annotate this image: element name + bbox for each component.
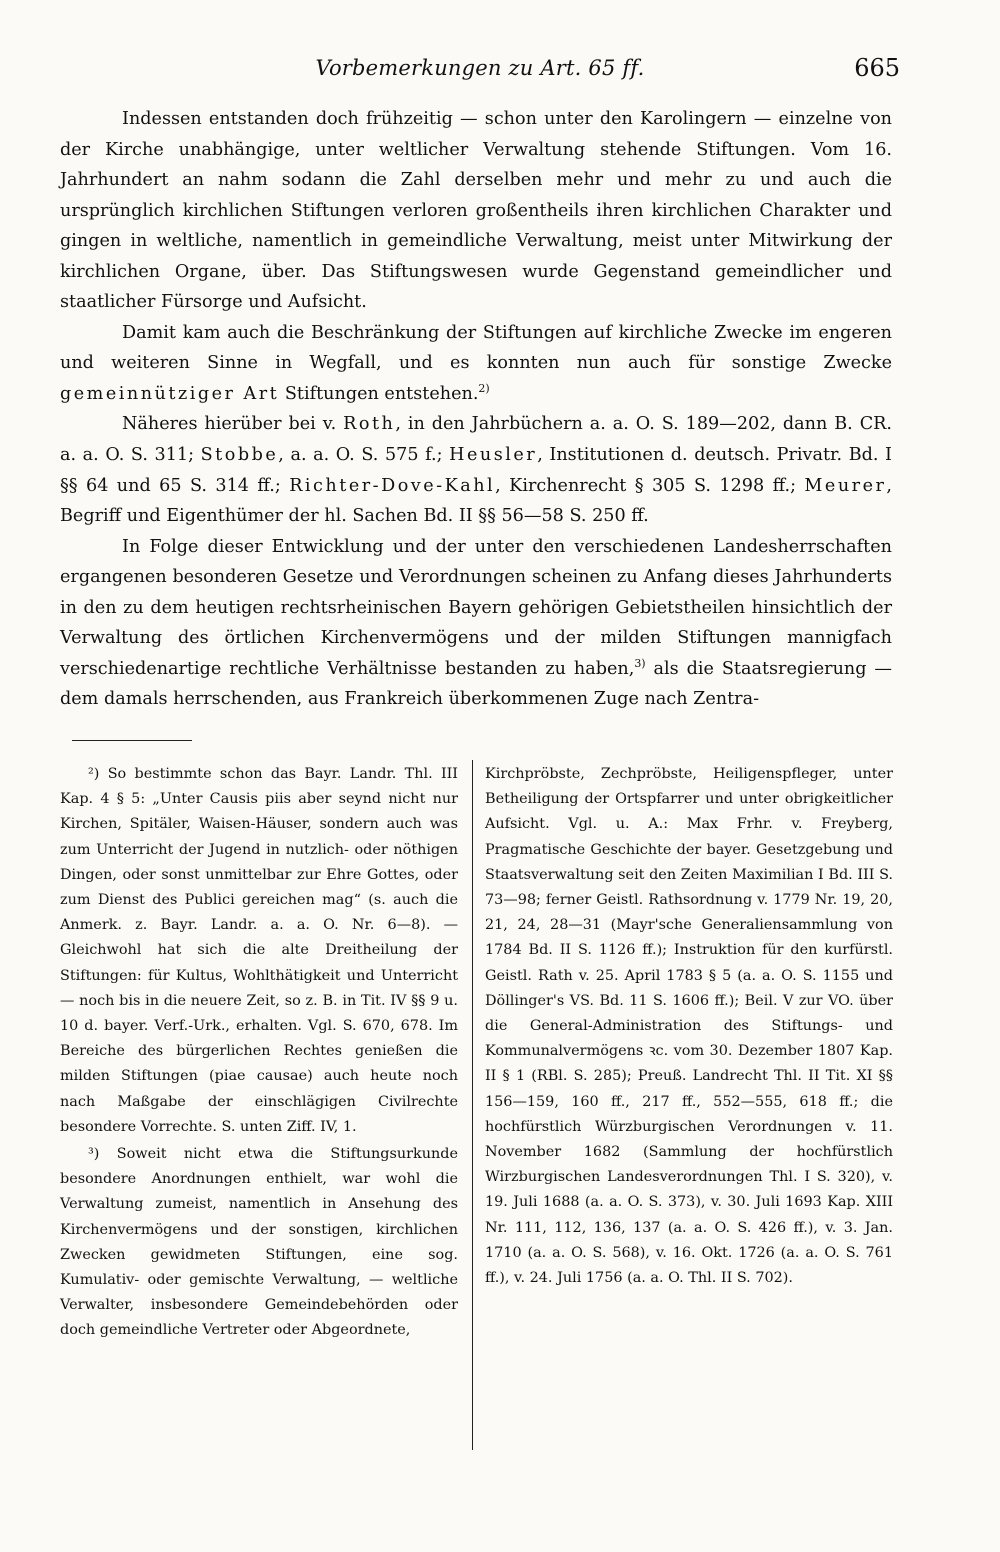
text-run: Damit kam auch die Beschränkung der Stiftungen auf kirchliche Zwecke im engeren und weiteren Sinne in Wegfall, und es konnten nun auch für sonstige Zwecke <box>60 322 892 374</box>
main-text <box>60 104 892 715</box>
author-name: Roth <box>343 414 396 435</box>
author-name: Richter-Dove-Kahl <box>289 475 496 496</box>
running-head <box>60 50 900 90</box>
paragraph: Indessen entstanden doch frühzeitig — schon unter den Karolingern — einzelne von der Kirche unabhängige, unter weltlicher Verwaltung stehende Stiftungen. Vom 16. Jahrhundert an nahm sodann die Zahl derselben mehr und mehr zu und auch die ursprünglich kirchlichen Stiftungen verloren großentheils ihren kirchlichen Charakter und gingen in weltliche, namentlich in gemeindliche Verwaltung, meist unter Mitwirkung der kirchlichen Organe, über. Das Stiftungswesen wurde Gegenstand gemeindlicher und staatlicher Fürsorge und Aufsicht. <box>60 109 892 313</box>
text-run: als die Staatsregierung — dem damals herrschenden, aus Frankreich überkommenen Zuge nach Zentra- <box>60 658 893 710</box>
text-run: In Folge dieser Entwicklung und der unter den verschiedenen Landesherrschaften ergangenen besonderen Gesetze und Verordnungen scheinen zu Anfang dieses Jahrhunderts in den zu dem heutigen rechtsrheinischen Bayern gehörigen Gebietstheilen hinsichtlich der Verwaltung des örtlichen Kirchenvermögens und der milden Stiftungen mannigfach verschiedenartige rechtliche Verhältnisse bestanden zu haben, <box>60 536 892 679</box>
footnotes-left-column <box>60 762 458 1346</box>
text-run: Stiftungen entstehen. <box>284 383 479 404</box>
page-number: 665 <box>854 54 900 82</box>
author-name: Meurer <box>804 475 887 496</box>
paragraph <box>60 318 892 410</box>
text-run: , Institutionen d. deutsch. Privatr. Bd. I §§ 64 und 65 S. 314 ff.; <box>60 445 893 496</box>
running-title: Vorbemerkungen zu Art. 65 ff. <box>315 56 645 80</box>
text-run: , Begriff und Eigenthümer der hl. Sachen Bd. II §§ 56—58 S. 250 ff. <box>60 475 893 527</box>
paragraph <box>60 409 892 531</box>
footnotes-right-column <box>485 762 893 1293</box>
footnote-3-continued: Kirchpröbste, Zechpröbste, Heiligenspfleger, unter Betheiligung der Ortspfarrer und unter obrigkeitlicher Aufsicht. Vgl. u. A.: Max Frhr. v. Freyberg, Pragmatische Geschichte der bayer. Gesetzgebung und Staatsverwaltung seit den Zeiten Maximilian I Bd. III S. 73—98; ferner Geistl. Rathsordnung v. 1779 Nr. 19, 20, 21, 24, 28—31 (Mayr'sche Generaliensammlung von 1784 Bd. II S. 1126 ff.); Instruktion für den kurfürstl. Geistl. Rath v. 25. April 1783 § 5 (a. a. O. S. 1155 und Döllinger's VS. Bd. 11 S. 1606 ff.); Beil. V zur VO. über die General-Administration des Stiftungs- und Kommunalvermögens ꝛc. vom 30. Dezember 1807 Kap. II § 1 (RBl. S. 285); Preuß. Landrecht Thl. II Tit. XI §§ 156—159, 160 ff., 217 ff., 552—555, 618 ff.; die hochfürstlich Würzburgischen Verordnungen v. 11. November 1682 (Sammlung der hochfürstlich Wirzburgischen Landesverordnungen Thl. I S. 320), v. 19. Juli 1688 (a. a. O. S. 373), v. 30. Juli 1693 Kap. XIII Nr. 111, 112, 136, 137 (a. a. O. S. 426 ff.), v. 3. Jan. 1710 (a. a. O. S. 568), v. 16. Okt. 1726 (a. a. O. S. 761 ff.), v. 24. Juli 1756 (a. a. O. Thl. II S. 702). <box>485 766 893 1287</box>
spaced-text: gemeinnütziger Art <box>60 383 280 404</box>
text-run: , a. a. O. S. 575 f.; <box>278 445 443 466</box>
footnote-ref: 3) <box>634 656 646 670</box>
footnote-2: ²) So bestimmte schon das Bayr. Landr. Thl. III Kap. 4 § 5: „Unter Causis piis aber seynd nicht nur Kirchen, Spitäler, Waisen-Häuser, sondern auch was zum Unterricht der Jugend in nutzlich- oder nöthigen Dingen, oder sonst unmittelbar zur Ehre Gottes, oder zum Dienst des Publici gereichen mag“ (s. auch die Anmerk. z. Bayr. Landr. a. a. O. Nr. 6—8). — Gleichwohl hat sich die alte Dreitheilung der Stiftungen: für Kultus, Wohlthätigkeit und Unterricht — noch bis in die neuere Zeit, so z. B. in Tit. IV §§ 9 u. 10 d. bayer. Verf.-Urk., erhalten. Vgl. S. 670, 678. Im Bereiche des bürgerlichen Rechtes genießen die milden Stiftungen (piae causae) auch heute noch nach Maßgabe der einschlägigen Civilrechte besondere Vorrechte. S. unten Ziff. IV, 1. <box>60 766 458 1135</box>
column-divider <box>472 760 473 1450</box>
text-run: , Kirchenrecht § 305 S. 1298 ff.; <box>495 475 796 496</box>
text-run: , in den Jahrbüchern a. a. O. S. 189—202, dann B. CR. a. a. O. S. 311; <box>60 414 892 466</box>
author-name: Heusler <box>449 445 538 466</box>
footnote-ref: 2) <box>478 382 490 396</box>
footnote-3: ³) Soweit nicht etwa die Stiftungsurkunde besondere Anordnungen enthielt, war wohl die Verwaltung zumeist, namentlich in Ansehung des Kirchenvermögens und der sonstigen, kirchlichen Zwecken gewidmeten Stiftungen, eine sog. Kumulativ- oder gemischte Verwaltung, — weltliche Verwalter, insbesondere Gemeindebehörden oder doch gemeindliche Vertreter oder Abgeordnete, <box>60 1146 458 1339</box>
text-run: Näheres hierüber bei v. <box>122 414 337 435</box>
paragraph <box>60 532 892 715</box>
footnote-rule <box>72 740 192 741</box>
author-name: Stobbe <box>200 445 279 466</box>
